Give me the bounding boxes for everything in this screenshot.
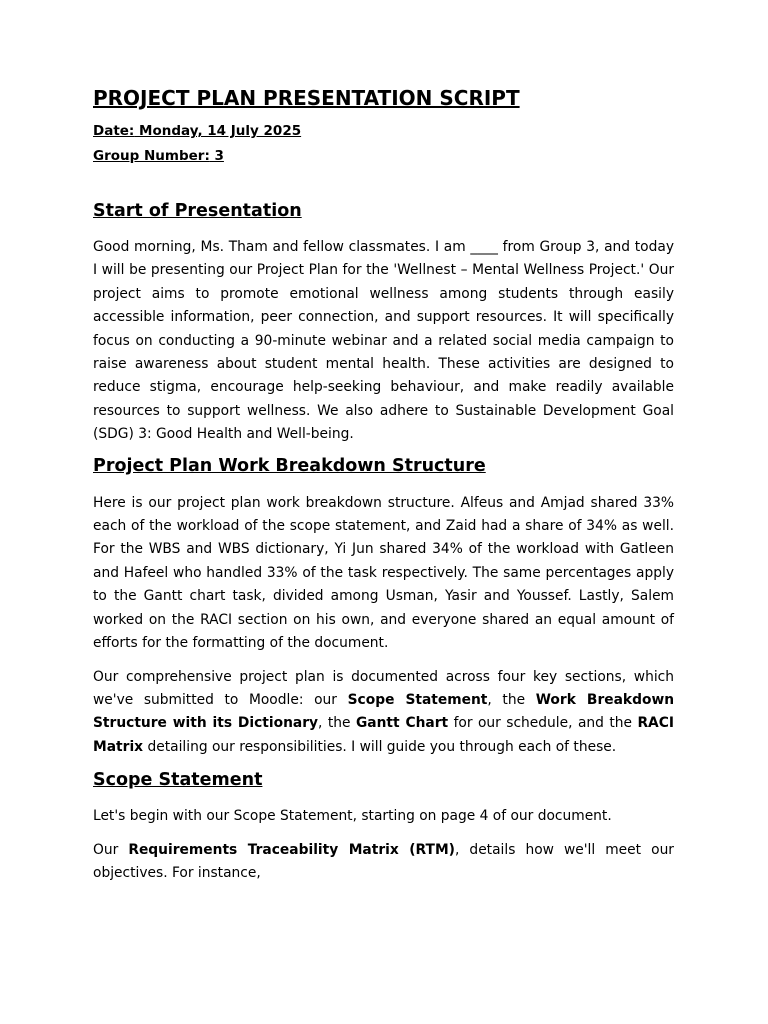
paragraph-wbs-workload: Here is our project plan work breakdown structure. Alfeus and Amjad shared 33% each of the workload of the scope statement, and Zaid had a share of 34% as well. For the WBS and WBS dictionary, Yi Jun shared 34% of the workload with Gatleen and Hafeel who handled 33% of the task respectively. The same percentages apply to the Gantt chart task, divided among Usman, Yasir and Youssef. Lastly, Salem worked on the RACI section on his own, and everyone shared an equal amount of efforts for the formatting of the document. bbox=[93, 494, 674, 652]
group-number-label: Group Number: bbox=[93, 148, 210, 164]
heading-start-of-presentation: Start of Presentation bbox=[93, 201, 302, 221]
date-line bbox=[93, 119, 674, 144]
group-number-line bbox=[93, 144, 674, 169]
heading-work-breakdown-structure: Project Plan Work Breakdown Structure bbox=[93, 455, 486, 476]
document-title: PROJECT PLAN PRESENTATION SCRIPT bbox=[93, 86, 520, 110]
heading-scope-statement: Scope Statement bbox=[93, 770, 263, 791]
date-label: Date: bbox=[93, 123, 135, 139]
paragraph-scope-rtm: Our Requirements Traceability Matrix (RTM), details how we'll meet our objectives. For instance, bbox=[93, 841, 674, 881]
group-number-value: 3 bbox=[209, 148, 224, 164]
paragraph-scope-intro: Let's begin with our Scope Statement, starting on page 4 of our document. bbox=[93, 808, 612, 825]
paragraph-start: Good morning, Ms. Tham and fellow classmates. I am ____ from Group 3, and today I will be presenting our Project Plan for the 'Wellnest – Mental Wellness Project.' Our project aims to promote emotional wellness among students through easily accessible information, peer connection, and support resources. It will specifically focus on conducting a 90-minute webinar and a related social media campaign to raise awareness about student mental health. These activities are designed to reduce stigma, encourage help-seeking behaviour, and make readily available resources to support wellness. We also adhere to Sustainable Development Goal (SDG) 3: Good Health and Well-being. bbox=[93, 239, 674, 443]
paragraph-wbs-sections: Our comprehensive project plan is documented across four key sections, which we've submitted to Moodle: our Scope Statement, the Work Breakdown Structure with its Dictionary, the Gantt Chart for our schedule, and the RACI Matrix detailing our responsibilities. I will guide you through each of these. bbox=[93, 668, 675, 755]
date-value: Monday, 14 July 2025 bbox=[134, 123, 302, 139]
